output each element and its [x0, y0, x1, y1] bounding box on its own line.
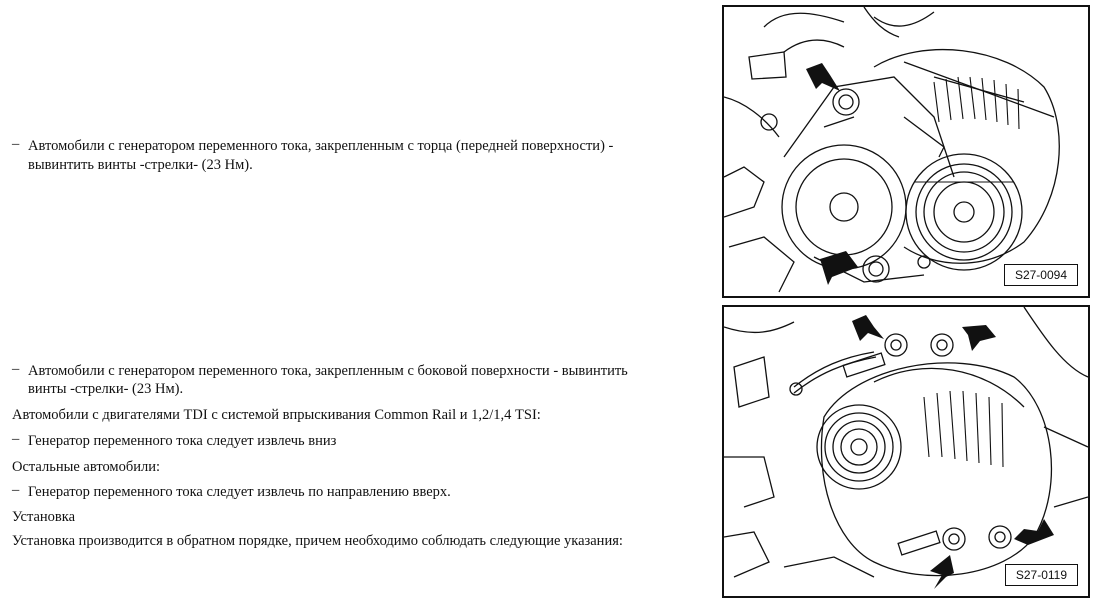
list-dash: – [12, 361, 20, 377]
step-text: Автомобили с генератором переменного тока, закрепленным с боковой поверхности - вывинтить [28, 363, 628, 379]
heading-tdi: Автомобили с двигателями TDI с системой впрыскивания Common Rail и 1,2/1,4 TSI: [12, 407, 541, 423]
heading-install: Установка [12, 509, 76, 525]
step-text: Генератор переменного тока следует извлечь по направлению вверх. [28, 484, 451, 500]
figure-label: S27-0119 [1005, 564, 1078, 586]
alternator-side-drawing [724, 307, 1088, 596]
step-text: Генератор переменного тока следует извлечь вниз [28, 433, 337, 449]
step-text: Автомобили с генератором переменного тока, закрепленным с торца (передней поверхности) - [28, 138, 614, 154]
figure-alternator-front [722, 5, 1090, 298]
step-text: вывинтить винты -стрелки- (23 Нм). [28, 157, 253, 173]
list-dash: – [12, 482, 20, 498]
figure-label: S27-0094 [1004, 264, 1078, 286]
list-dash: – [12, 136, 20, 152]
step-text: винты -стрелки- (23 Нм). [28, 381, 184, 397]
heading-other: Остальные автомобили: [12, 459, 161, 475]
alternator-front-drawing [724, 7, 1088, 296]
figure-alternator-side [722, 305, 1090, 598]
install-text: Установка производится в обратном порядке, причем необходимо соблюдать следующие указания: [12, 533, 623, 549]
list-dash: – [12, 431, 20, 447]
